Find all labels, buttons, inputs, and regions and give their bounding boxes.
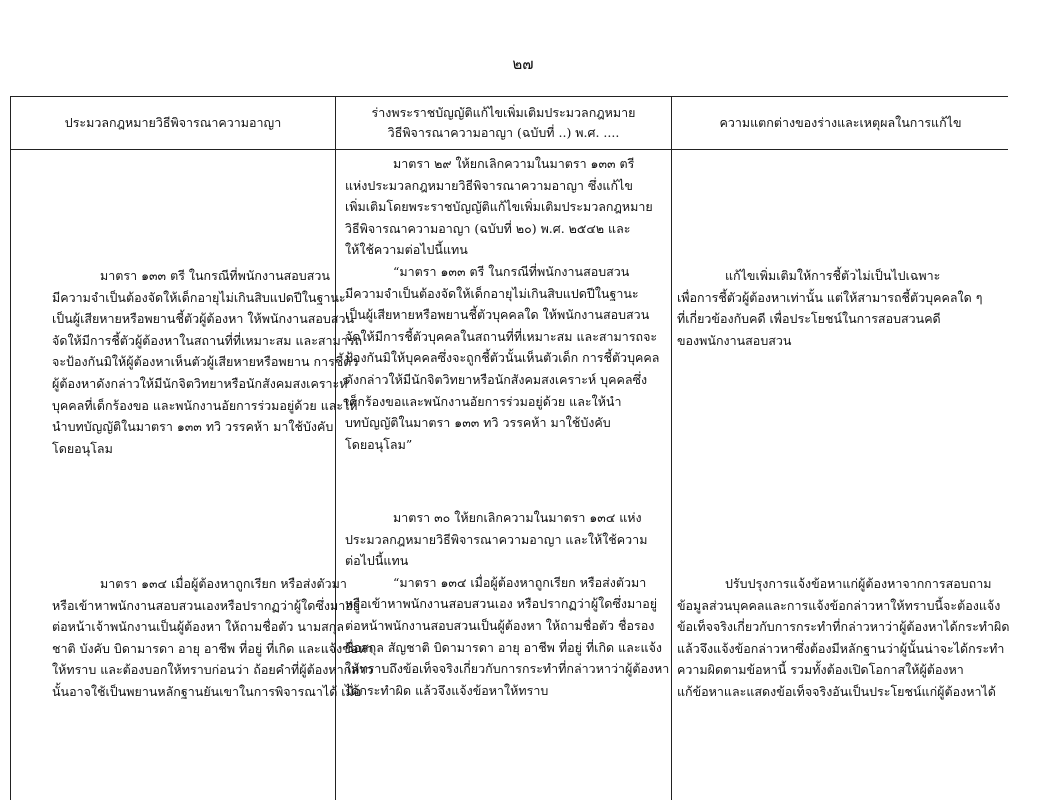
header-differences (672, 97, 1009, 149)
text-line: โดยอนุโลม” (345, 436, 413, 452)
text-line: แห่งประมวลกฎหมายวิธีพิจารณาความอาญา ซึ่งแก้ไข (345, 177, 633, 193)
page-number: ๒๗ (512, 55, 534, 73)
text-line: หรือเข้าหาพนักงานสอบสวนเอง หรือปรากฏว่าผู้ใดซึ่งมาอยู่ (345, 596, 658, 612)
text-line: ดังกล่าวให้มีนักจิตวิทยาหรือนักสังคมสงเคราะห์ บุคคลซึ่ง (345, 371, 648, 387)
text-line: “มาตรา ๑๓๓ ตรี ในกรณีที่พนักงานสอบสวน (393, 263, 630, 279)
text-line: มาตรา ๑๓๓ ตรี ในกรณีที่พนักงานสอบสวน (100, 268, 330, 283)
text-line: เด็กร้องขอและพนักงานอัยการร่วมอยู่ด้วย และให้นำ (345, 393, 622, 409)
text-line: ของพนักงานสอบสวน (677, 332, 792, 348)
text-line: ข้อมูลส่วนบุคคลและการแจ้งข้อกล่าวหาให้ทราบนี้จะต้องแจ้ง (677, 597, 1001, 613)
text-line: จัดให้มีการชี้ตัวบุคคลในสถานที่ที่เหมาะสม และสามารถจะ (345, 328, 658, 344)
text-line: หรือเข้าหาพนักงานสอบสวนเองหรือปรากฏว่าผู้ใดซึ่งมาอยู่ (52, 597, 361, 613)
text-line: ได้กระทำผิด แล้วจึงแจ้งข้อหาให้ทราบ (345, 682, 549, 698)
text-line: แล้วจึงแจ้งข้อกล่าวหาซึ่งต้องมีหลักฐานว่าผู้นั้นน่าจะได้กระทำ (677, 640, 1005, 656)
text-line: ให้ใช้ความต่อไปนี้แทน (345, 242, 468, 258)
text-line: ประมวลกฎหมายวิธีพิจารณาความอาญา และให้ใช้ความ (345, 531, 648, 547)
text-line: โดยอนุโลม (52, 440, 113, 456)
draft-section-30 (345, 507, 669, 701)
text-line: มาตรา ๓๐ ให้ยกเลิกความในมาตรา ๑๓๔ แห่ง (393, 510, 642, 525)
text-line: ชาติ บังคับ บิดามารดา อายุ อาชีพ ที่อยู่ ที่เกิด และแจ้งข้อหา (52, 640, 374, 656)
draft-section-29 (345, 153, 659, 455)
text-line: ปรับปรุงการแจ้งข้อหาแก่ผู้ต้องหาจากการสอบถาม (725, 576, 992, 591)
text-line: ผู้ต้องหาดังกล่าวให้มีนักจิตวิทยาหรือนักสังคมสงเคราะห์ (52, 375, 348, 391)
current-law-section-134 (52, 573, 374, 703)
text-line: ต่อไปนี้แทน (345, 553, 409, 569)
text-line: เป็นผู้เสียหายหรือพยานชี้ตัวผู้ต้องหา ให้พนักงานสอบสวน (52, 311, 355, 327)
text-line: มีความจำเป็นต้องจัดให้เด็กอายุไม่เกินสิบแปดปีในฐานะ (345, 285, 639, 301)
text-line: มีความจำเป็นต้องจัดให้เด็กอายุไม่เกินสิบแปดปีในฐานะ (52, 289, 346, 305)
text-line: แก้ไขเพิ่มเติมให้การชี้ตัวไม่เป็นไปเฉพาะ (725, 268, 941, 283)
text-line: ที่เกี่ยวข้องกับคดี เพื่อประโยชน์ในการสอบสวนคดี (677, 311, 941, 327)
text-line: ให้ทราบถึงข้อเท็จจริงเกี่ยวกับการกระทำที่กล่าวหาว่าผู้ต้องหา (345, 661, 670, 677)
text-line: บทบัญญัติในมาตรา ๑๓๓ ทวิ วรรคห้า มาใช้บังคับ (345, 415, 611, 431)
text-line: นำบทบัญญัติในมาตรา ๑๓๓ ทวิ วรรคห้า มาใช้บังคับ (52, 419, 334, 435)
text-line: เพื่อการชี้ตัวผู้ต้องหาเท่านั้น แต่ให้สามารถชี้ตัวบุคคลใด ๆ (677, 289, 983, 305)
header-current-law (11, 97, 335, 149)
text-line: แก้ข้อหาและแสดงข้อเท็จจริงอันเป็นประโยชน์แก่ผู้ต้องหาได้ (677, 683, 996, 699)
text-line: เพิ่มเติมโดยพระราชบัญญัติแก้ไขเพิ่มเติมประมวลกฎหมาย (345, 199, 653, 215)
reason-section-133-ter (677, 265, 982, 351)
text-line: บุคคลที่เด็กร้องขอ และพนักงานอัยการร่วมอยู่ด้วย และให้ (52, 397, 358, 413)
comparison-table (10, 96, 1008, 800)
text-line: มาตรา ๒๙ ให้ยกเลิกความในมาตรา ๑๓๓ ตรี (393, 156, 635, 171)
reason-section-134 (677, 573, 1010, 703)
current-law-section-133-ter (52, 265, 362, 459)
text-line: นั้นอาจใช้เป็นพยานหลักฐานยันเขาในการพิจารณาได้ เมื่อ (52, 683, 362, 699)
text-line: จะป้องกันมิให้ผู้ต้องหาเห็นตัวผู้เสียหายหรือพยาน การชี้ตัว (52, 354, 359, 370)
header-draft-act-line1: ร่างพระราชบัญญัติแก้ไขเพิ่มเติมประมวลกฎหมาย (371, 105, 636, 120)
text-line: “มาตรา ๑๓๔ เมื่อผู้ต้องหาถูกเรียก หรือส่งตัวมา (393, 574, 647, 590)
column-divider-2 (671, 97, 672, 800)
text-line: ชื่อสกุล สัญชาติ บิดามารดา อายุ อาชีพ ที่อยู่ ที่เกิด และแจ้ง (345, 639, 663, 655)
text-line: วิธีพิจารณาความอาญา (ฉบับที่ ๒๐) พ.ศ. ๒๕๔๒ และ (345, 220, 631, 236)
header-current-law-text: ประมวลกฎหมายวิธีพิจารณาความอาญา (64, 115, 282, 130)
text-line: ให้ทราบ และต้องบอกให้ทราบก่อนว่า ถ้อยคำที่ผู้ต้องหากล่าว (52, 662, 373, 678)
text-line: เป็นผู้เสียหายหรือพยานชี้ตัวบุคคลใด ให้พนักงานสอบสวน (345, 307, 650, 323)
text-line: ต่อหน้าเจ้าพนักงานเป็นผู้ต้องหา ให้ถามชื่อตัว นามสกุล (52, 619, 345, 635)
header-draft-act (336, 97, 671, 149)
text-line: ป้องกันมิให้บุคคลซึ่งจะถูกชี้ตัวนั้นเห็นตัวเด็ก การชี้ตัวบุคคล (345, 350, 660, 366)
text-line: จัดให้มีการชี้ตัวผู้ต้องหาในสถานที่ที่เหมาะสม และสามารถ (52, 332, 363, 348)
text-line: ต่อหน้าพนักงานสอบสวนเป็นผู้ต้องหา ให้ถามชื่อตัว ชื่อรอง (345, 617, 655, 633)
text-line: มาตรา ๑๓๔ เมื่อผู้ต้องหาถูกเรียก หรือส่งตัวมา (100, 576, 347, 591)
text-line: ความผิดตามข้อหานี้ รวมทั้งต้องเปิดโอกาสให้ผู้ต้องหา (677, 662, 964, 678)
text-line: ข้อเท็จจริงเกี่ยวกับการกระทำที่กล่าวหาว่าผู้ต้องหาได้กระทำผิด (677, 619, 1010, 635)
header-divider (11, 149, 1008, 150)
header-differences-text: ความแตกต่างของร่างและเหตุผลในการแก้ไข (719, 115, 962, 130)
header-draft-act-line2: วิธีพิจารณาความอาญา (ฉบับที่ ..) พ.ศ. .... (387, 125, 620, 140)
